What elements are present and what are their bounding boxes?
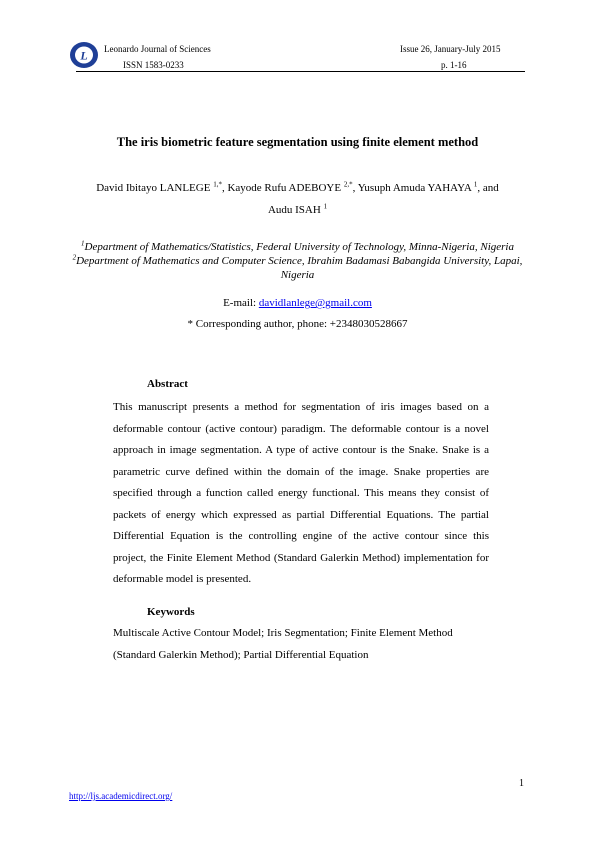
logo-letter: L — [80, 48, 88, 63]
journal-logo-icon — [69, 40, 99, 70]
header-rule — [76, 71, 525, 72]
author-list: David Ibitayo LANLEGE $^{1,*}$, Kayode Rufu ADEBOYE $^{2,*}$, Yusuph Amuda YAHAYA $^1$, and Audu ISAH $^1$ — [96, 180, 499, 216]
journal-url-link[interactable]: http://ljs.academicdirect.org/ — [69, 791, 173, 801]
email-link[interactable]: davidlanlege@gmail.com — [258, 297, 372, 309]
page-number: 1 — [519, 778, 524, 789]
author: David Ibitayo LANLEGE $^{1,*}$ — [96, 180, 222, 194]
paper-title: The iris biometric feature segmentation using finite element method — [116, 135, 479, 149]
journal-issue: Issue 26, January-July 2015 — [400, 44, 501, 54]
author: Kayode Rufu ADEBOYE $^{2,*}$ — [227, 180, 353, 194]
keywords-heading: Keywords — [147, 606, 195, 618]
journal-issn: ISSN 1583-0233 — [123, 60, 184, 70]
author: Audu ISAH $^1$ — [267, 202, 328, 216]
abstract-heading: Abstract — [147, 378, 188, 390]
email-line: E-mail: davidlanlege@gmail.com — [223, 297, 372, 309]
affiliation: $^2$Department of Mathematics and Computer Science, Ibrahim Badamasi Babangida University, Lapai, Nigeria — [72, 253, 523, 281]
page-range: p. 1-16 — [441, 60, 467, 70]
abstract-text: This manuscript presents a method for segmentation of iris images based on a deformable contour (active contour) paradigm. The deformable contour is a novel approach in image segmentation. A type of active contour is the Snake. Snake is a parametric curve defined within the domain of the image. Snake properties are specified through a function called energy functional. This means they consist of packets of energy which expressed as partial Differential Equations. The partial Differential Equation is the controlling engine of the active contour since this project, the Finite Element Method (Standard Galerkin Method) implementation for deformable model is presented. — [113, 401, 489, 585]
corresponding-author: * Corresponding author, phone: +2348030528667 — [187, 318, 408, 330]
keywords-text: Multiscale Active Contour Model; Iris Segmentation; Finite Element Method (Standard Galerkin Method); Partial Differential Equation — [113, 627, 453, 661]
affiliation: $^1$Department of Mathematics/Statistics, Federal University of Technology, Minna-Nigeria, Nigeria — [81, 239, 514, 253]
author: Yusuph Amuda YAHAYA $^1$ — [357, 180, 478, 194]
affiliations — [70, 240, 525, 282]
journal-name: Leonardo Journal of Sciences — [104, 44, 211, 54]
